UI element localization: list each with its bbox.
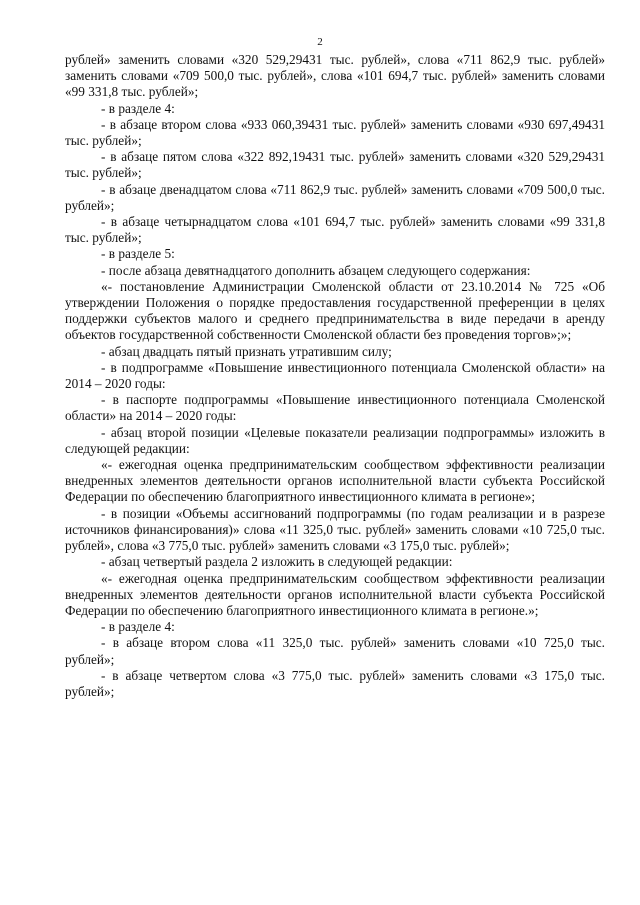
paragraph: - в абзаце двенадцатом слова «711 862,9 тыс. рублей» заменить словами «709 500,0 тыс. рублей»;	[65, 181, 605, 213]
paragraph: - в абзаце четвертом слова «3 775,0 тыс. рублей» заменить словами «3 175,0 тыс. рублей»;	[65, 667, 605, 699]
paragraph: - после абзаца девятнадцатого дополнить абзацем следующего содержания:	[101, 262, 531, 278]
paragraph: - в подпрограмме «Повышение инвестиционного потенциала Смоленской области» на 2014 – 2020 годы:	[65, 359, 605, 392]
document-body	[65, 52, 605, 700]
paragraph: - в разделе 4:	[101, 619, 175, 635]
paragraph: рублей» заменить словами «320 529,29431 тыс. рублей», слова «711 862,9 тыс. рублей» заменить словами «709 500,0 тыс. рублей», слова «101 694,7 тыс. рублей» заменить словами «99 331,8 тыс. рублей»;	[65, 52, 605, 100]
paragraph: - абзац второй позиции «Целевые показатели реализации подпрограммы» изложить в следующей редакции:	[65, 424, 605, 456]
paragraph: «- ежегодная оценка предпринимательским сообществом эффективности реализации внедренных элементов деятельности органов исполнительной власти субъекта Российской Федерации по обеспечению благоприятного инвестиционного климата в регионе»;	[65, 457, 605, 505]
paragraph: - абзац двадцать пятый признать утратившим силу;	[101, 343, 392, 359]
paragraph: - в абзаце четырнадцатом слова «101 694,7 тыс. рублей» заменить словами «99 331,8 тыс. рублей»;	[65, 214, 605, 246]
paragraph: - в разделе 5:	[101, 246, 175, 262]
paragraph: - в абзаце втором слова «11 325,0 тыс. рублей» заменить словами «10 725,0 тыс. рублей»;	[65, 635, 605, 667]
paragraph: «- ежегодная оценка предпринимательским сообществом эффективности реализации внедренных элементов деятельности органов исполнительной власти субъекта Российской Федерации по обеспечению благоприятного инвестиционного климата в регионе.»;	[65, 570, 605, 618]
paragraph: - абзац четвертый раздела 2 изложить в следующей редакции:	[101, 554, 453, 570]
paragraph: - в разделе 4:	[101, 100, 175, 116]
paragraph: - в позиции «Объемы ассигнований подпрограммы (по годам реализации и в разрезе источников финансирования)» слова «11 325,0 тыс. рублей» заменить словами «10 725,0 тыс. рублей», слова «3 775,0 тыс. рублей» заменить словами «3 175,0 тыс. рублей»;	[65, 505, 605, 554]
paragraph: «- постановление Администрации Смоленской области от 23.10.2014 № 725 «Об утверждении Положения о порядке предоставления государственной преференции в целях поддержки субъектов малого и среднего предпринимательства в виде передачи в аренду объектов государственной собственности Смоленской области без проведения торгов»;»;	[65, 278, 605, 343]
page-number: 2	[317, 36, 323, 48]
paragraph: - в абзаце втором слова «933 060,39431 тыс. рублей» заменить словами «930 697,49431 тыс. рублей»;	[65, 116, 605, 149]
paragraph: - в паспорте подпрограммы «Повышение инвестиционного потенциала Смоленской области» на 2014 – 2020 годы:	[65, 392, 605, 424]
paragraph: - в абзаце пятом слова «322 892,19431 тыс. рублей» заменить словами «320 529,29431 тыс. рублей»;	[65, 149, 605, 181]
